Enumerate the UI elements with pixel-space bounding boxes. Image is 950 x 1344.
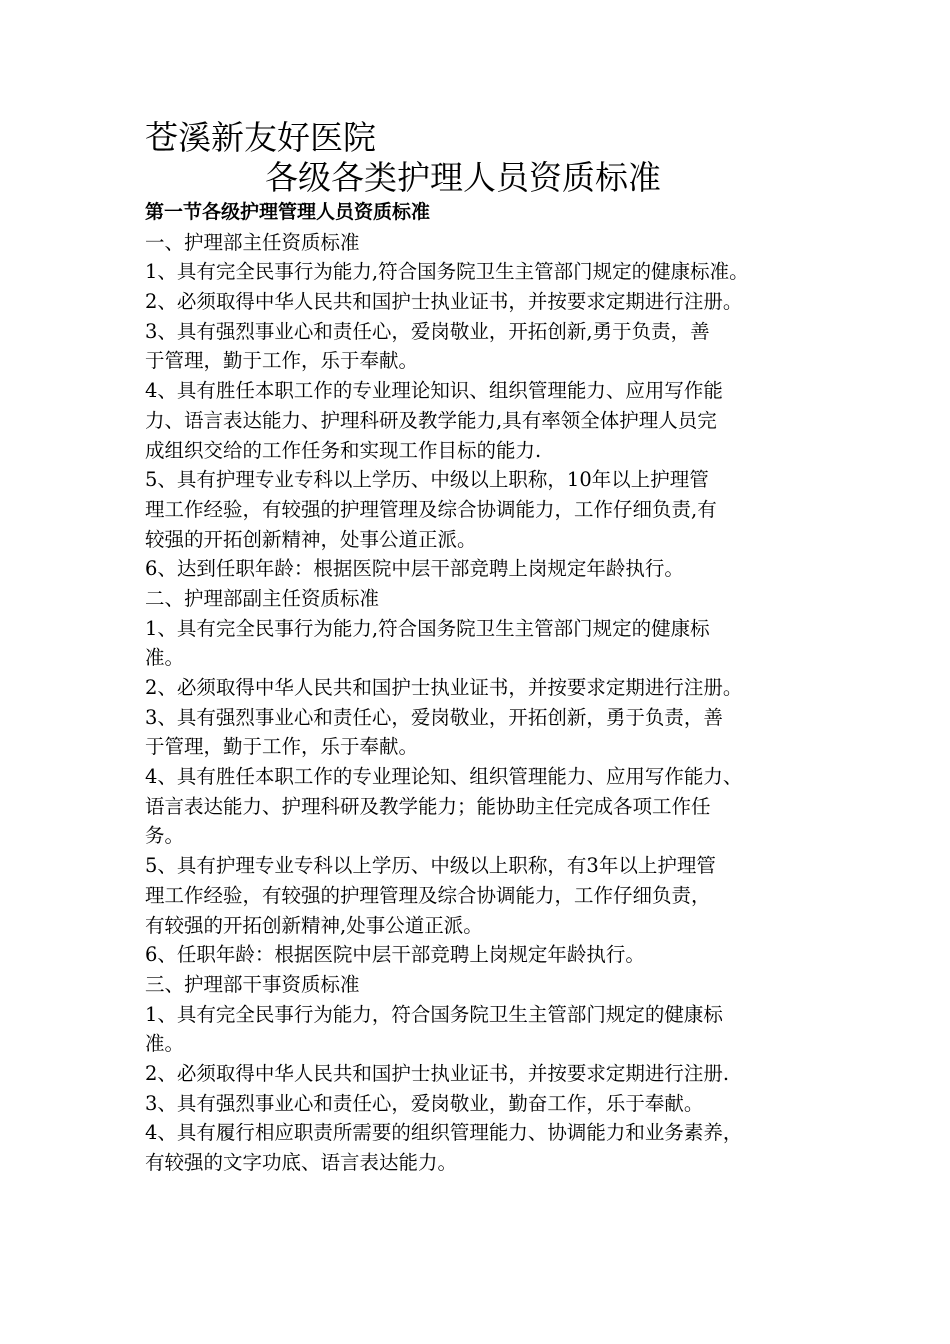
text-line: 准。 [145, 1032, 185, 1056]
text-line: 4、具有胜任本职工作的专业理论知、组织管理能力、应用写作能力、 [145, 765, 743, 789]
text-line: 6、达到任职年龄：根据医院中层干部竞聘上岗规定年龄执行。 [145, 557, 684, 581]
hospital-name: 苍溪新友好医院 [145, 118, 376, 157]
text-line: 于管理，勤于工作，乐于奉献。 [145, 735, 419, 759]
text-line: 较强的开拓创新精神，处事公道正派。 [145, 527, 477, 551]
document-body [145, 198, 845, 1178]
text-line: 3、具有强烈事业心和责任心，爱岗敬业，开拓创新，勇于负责，善 [145, 705, 723, 729]
text-line: 1、具有完全民事行为能力，符合国务院卫生主管部门规定的健康标 [145, 1002, 723, 1026]
text-line: 2、必须取得中华人民共和国护士执业证书，并按要求定期进行注册。 [145, 290, 743, 314]
text-line: 语言表达能力、护理科研及教学能力；能协助主任完成各项工作任 [145, 794, 711, 818]
text-line: 理工作经验，有较强的护理管理及综合协调能力，工作仔细负责， [145, 883, 711, 907]
text-line: 6、任职年龄：根据医院中层干部竞聘上岗规定年龄执行。 [145, 943, 645, 967]
text-line: 务。 [145, 824, 185, 848]
text-line: 成组织交给的工作任务和实现工作目标的能力. [145, 438, 542, 462]
text-line: 5、具有护理专业专科以上学历、中级以上职称，10年以上护理管 [145, 468, 709, 492]
text-line: 1、具有完全民事行为能力,符合国务院卫生主管部门规定的健康标准。 [145, 260, 749, 284]
text-line: 1、具有完全民事行为能力,符合国务院卫生主管部门规定的健康标 [145, 616, 710, 640]
text-line: 4、具有履行相应职责所需要的组织管理能力、协调能力和业务素养， [145, 1121, 743, 1145]
text-line: 3、具有强烈事业心和责任心，爱岗敬业，勤奋工作，乐于奉献。 [145, 1091, 704, 1115]
text-line: 力、语言表达能力、护理科研及教学能力,具有率领全体护理人员完 [145, 408, 717, 432]
text-line: 理工作经验，有较强的护理管理及综合协调能力，工作仔细负责,有 [145, 497, 717, 521]
text-line: 3、具有强烈事业心和责任心，爱岗敬业，开拓创新,勇于负责，善 [145, 319, 710, 343]
document-title: 各级各类护理人员资质标准 [265, 158, 661, 197]
text-line: 2、必须取得中华人民共和国护士执业证书，并按要求定期进行注册. [145, 1061, 730, 1085]
subsection-heading: 二、护理部副主任资质标准 [145, 586, 380, 610]
text-line: 4、具有胜任本职工作的专业理论知识、组织管理能力、应用写作能 [145, 379, 723, 403]
text-line: 有较强的文字功底、语言表达能力。 [145, 1151, 458, 1174]
subsection-heading: 一、护理部主任资质标准 [145, 230, 360, 254]
section-heading: 第一节各级护理管理人员资质标准 [145, 201, 431, 223]
text-line: 2、必须取得中华人民共和国护士执业证书，并按要求定期进行注册。 [145, 676, 743, 699]
text-line: 有较强的开拓创新精神,处事公道正派。 [145, 913, 483, 937]
text-line: 于管理，勤于工作，乐于奉献。 [145, 349, 419, 373]
text-line: 5、具有护理专业专科以上学历、中级以上职称，有3年以上护理管 [145, 854, 716, 878]
subsection-heading: 三、护理部干事资质标准 [145, 972, 360, 996]
text-line: 准。 [145, 646, 185, 670]
